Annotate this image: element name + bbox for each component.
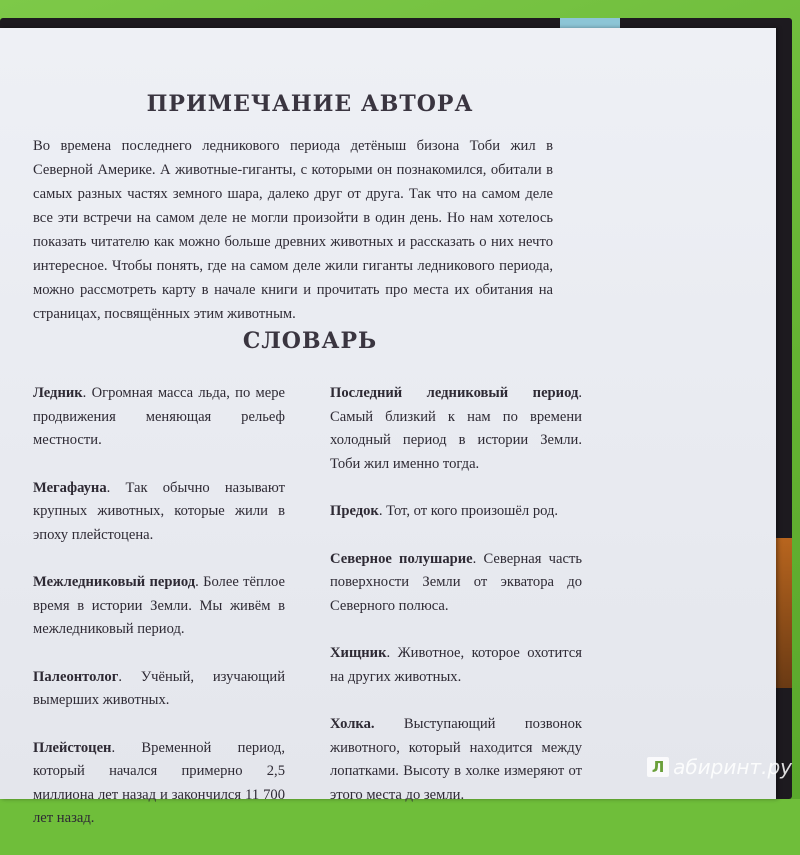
glossary-entry xyxy=(33,571,285,642)
glossary-term: Плейстоцен xyxy=(33,739,112,756)
glossary-definition: . Тот, от кого произошёл род. xyxy=(378,503,559,519)
glossary-definition: . Животное, которое охотится на других животных. xyxy=(330,645,582,685)
glossary-term: Мегафауна xyxy=(33,479,107,496)
glossary-term: Палеонтолог xyxy=(33,668,119,685)
glossary-definition: . Самый близкий к нам по времени холодный период в истории Земли. Тоби жил именно тогда. xyxy=(330,385,582,472)
glossary-entry xyxy=(330,500,582,524)
author-note-text: Во времена последнего ледникового периода детёныш бизона Тоби жил в Северной Америке. А животные-гиганты, с которыми он познакомился, обитали в самых разных частях земного шара, далеко друг от друга. Так что на самом деле все эти встречи на самом деле не могли произойти в один день. Но нам хотелось показать читателю как можно больше древних животных и рассказать о них нечто интересное. Чтобы понять, где на самом деле жили гиганты ледникового периода, можно рассмотреть карту в начале книги и прочитать про места их обитания на страницах, посвящённых этим животным. xyxy=(33,138,553,322)
glossary-term: Предок xyxy=(330,503,379,519)
glossary-entry xyxy=(330,713,582,807)
glossary-entry xyxy=(330,642,582,689)
glossary-title: СЛОВАРЬ xyxy=(242,328,378,354)
glossary-right-column xyxy=(330,382,582,831)
glossary-entry xyxy=(33,737,285,831)
glossary-definition: . Так обычно называют крупных животных, которые жили в эпоху плейстоцена. xyxy=(33,479,285,543)
author-note-title: ПРИМЕЧАНИЕ АВТОРА xyxy=(146,91,474,117)
glossary-term: Последний ледниковый период xyxy=(330,385,579,401)
glossary-definition: . Учёный, изучающий вымерших животных. xyxy=(33,668,285,708)
glossary-term: Хищник xyxy=(330,645,387,661)
glossary-definition: . Более тёплое время в истории Земли. Мы живём в межледниковый период. xyxy=(33,574,285,637)
watermark-text: абиринт.ру xyxy=(673,755,792,779)
labirint-logo-icon: Л xyxy=(647,757,669,777)
glossary-definition: . Временной период, который начался примерно 2,5 миллиона лет назад и закончился 11 700 лет назад. xyxy=(33,739,285,826)
glossary-entry xyxy=(33,382,285,453)
glossary-term: Межледниковый период xyxy=(33,574,196,590)
book-page xyxy=(0,28,776,826)
glossary-entry xyxy=(330,548,582,619)
glossary-definition: . Огромная масса льда, по мере продвижения меняющая рельеф местности. xyxy=(33,385,285,448)
glossary-term: Холка. xyxy=(330,716,375,732)
glossary-term: Северное полушарие xyxy=(330,550,473,567)
glossary-term: Ледник xyxy=(33,385,83,401)
glossary-entry xyxy=(33,477,285,548)
glossary-definition: . Северная часть поверхности Земли от экватора до Северного полюса. xyxy=(330,550,582,614)
labirint-watermark xyxy=(647,755,792,779)
glossary-left-column xyxy=(33,382,285,855)
glossary-entry xyxy=(330,382,582,476)
glossary-definition: Выступающий позвонок животного, который находится между лопатками. Высоту в холке измеряют от этого места до земли. xyxy=(330,716,582,803)
glossary-entry xyxy=(33,666,285,713)
